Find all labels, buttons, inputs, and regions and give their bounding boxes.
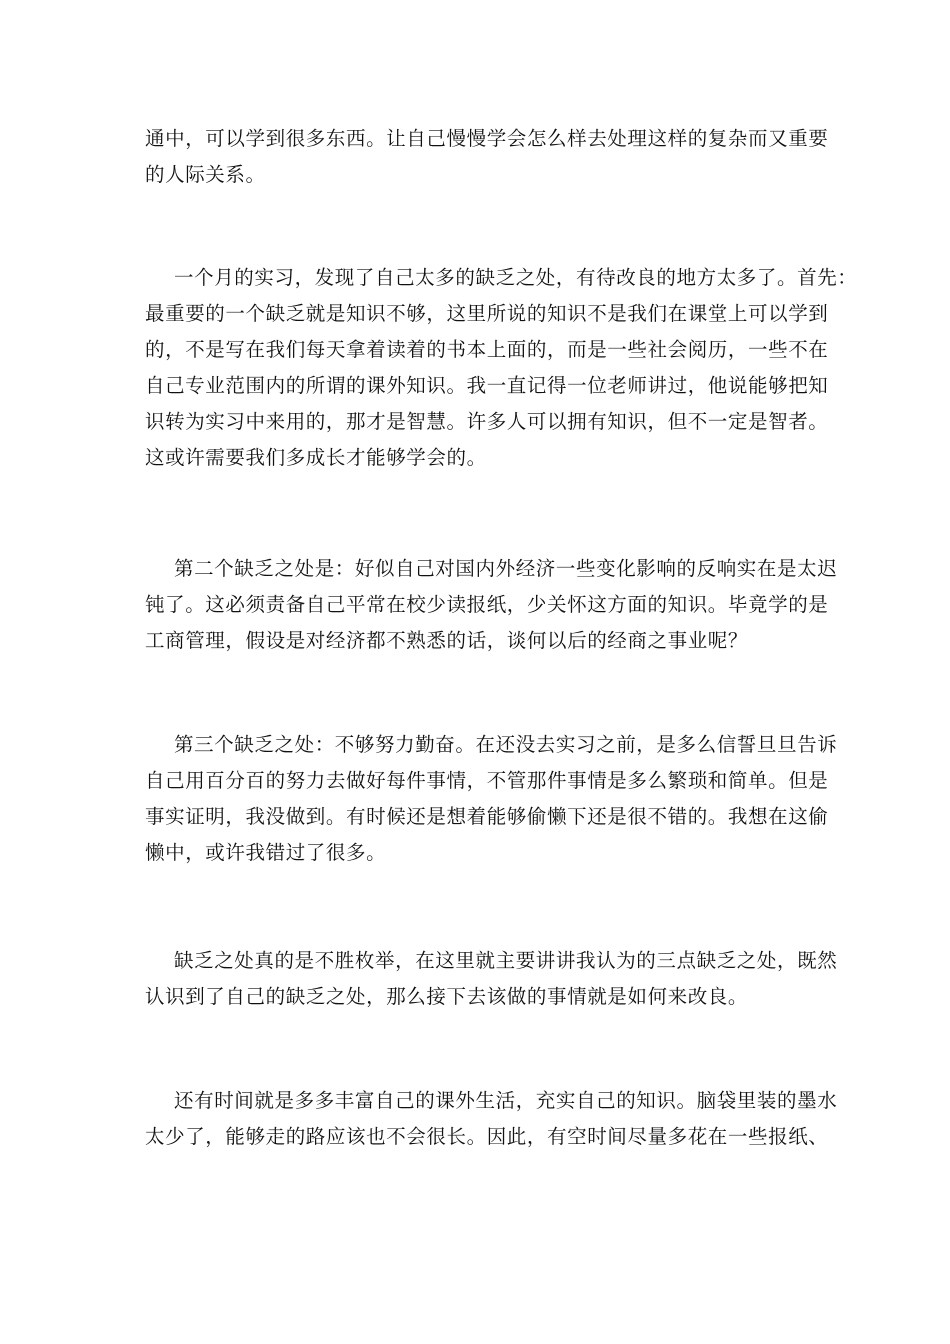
paragraph-line: 工商管理，假设是对经济都不熟悉的话，谈何以后的经商之事业呢？ (145, 629, 749, 652)
paragraph-line: 一个月的实习，发现了自己太多的缺乏之处，有待改良的地方太多了。首先： (174, 266, 858, 289)
paragraph-line: 最重要的一个缺乏就是知识不够，这里所说的知识不是我们在课堂上可以学到 (145, 302, 829, 325)
paragraph-line: 钝了。这必须责备自己平常在校少读报纸，少关怀这方面的知识。毕竟学的是 (145, 593, 829, 616)
paragraph-line: 第三个缺乏之处：不够努力勤奋。在还没去实习之前，是多么信誓旦旦告诉 (174, 733, 838, 756)
paragraph-line: 自己用百分百的努力去做好每件事情，不管那件事情是多么繁琐和简单。但是 (145, 769, 829, 792)
paragraph-line: 的，不是写在我们每天拿着读着的书本上面的，而是一些社会阅历，一些不在 (145, 338, 829, 361)
paragraph-line: 认识到了自己的缺乏之处，那么接下去该做的事情就是如何来改良。 (145, 985, 749, 1008)
paragraph-line: 太少了，能够走的路应该也不会很长。因此，有空时间尽量多花在一些报纸、 (145, 1125, 829, 1148)
paragraph-line: 懒中，或许我错过了很多。 (145, 841, 387, 864)
paragraph-line: 识转为实习中来用的，那才是智慧。许多人可以拥有知识，但不一定是智者。 (145, 410, 829, 433)
paragraph-line: 事实证明，我没做到。有时候还是想着能够偷懒下还是很不错的。我想在这偷 (145, 805, 829, 828)
paragraph-line: 这或许需要我们多成长才能够学会的。 (145, 446, 487, 469)
paragraph-line: 自己专业范围内的所谓的课外知识。我一直记得一位老师讲过，他说能够把知 (145, 374, 829, 397)
paragraph-line: 还有时间就是多多丰富自己的课外生活，充实自己的知识。脑袋里装的墨水 (174, 1089, 838, 1112)
paragraph-line: 通中，可以学到很多东西。让自己慢慢学会怎么样去处理这样的复杂而又重要 (145, 127, 829, 150)
paragraph-line: 第二个缺乏之处是：好似自己对国内外经济一些变化影响的反响实在是太迟 (174, 557, 838, 580)
paragraph-line: 缺乏之处真的是不胜枚举，在这里就主要讲讲我认为的三点缺乏之处，既然 (174, 949, 838, 972)
paragraph-line: 的人际关系。 (145, 163, 266, 186)
